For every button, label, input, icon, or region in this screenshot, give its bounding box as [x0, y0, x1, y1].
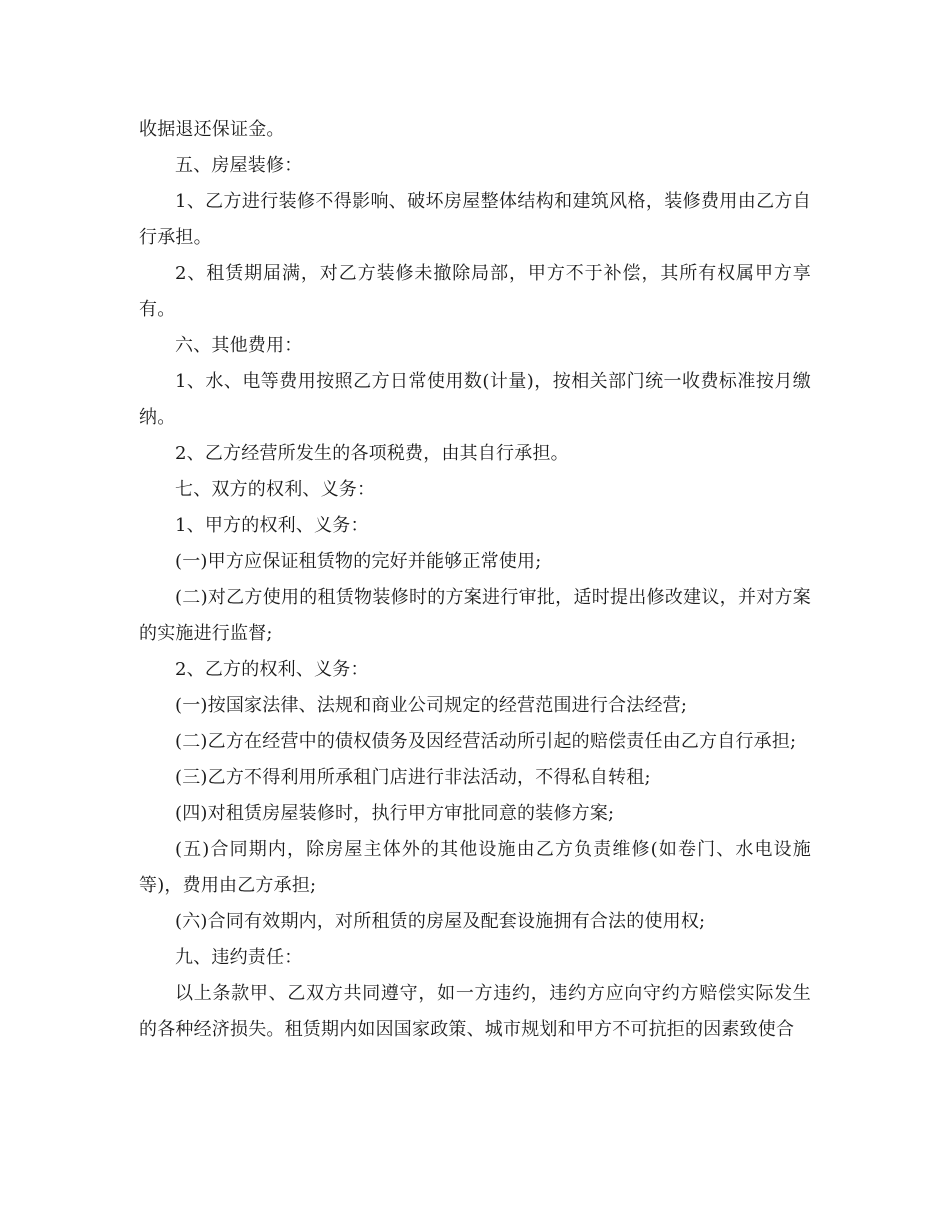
subsection-heading: 1、甲方的权利、义务：	[175, 515, 369, 536]
list-item: (二)对乙方使用的租赁物装修时的方案进行审批，适时提出修改建议，并对方案的实施进行监督;	[139, 587, 811, 644]
list-item: (一)甲方应保证租赁物的完好并能够正常使用;	[175, 551, 542, 572]
paragraph: 收据退还保证金。	[139, 119, 285, 140]
list-item: (五)合同期内，除房屋主体外的其他设施由乙方负责维修(如卷门、水电设施等)，费用由乙方承担;	[139, 839, 811, 896]
list-item: (四)对租赁房屋装修时，执行甲方审批同意的装修方案;	[175, 803, 615, 824]
paragraph: 1、乙方进行装修不得影响、破坏房屋整体结构和建筑风格，装修费用由乙方自行承担。	[139, 191, 811, 248]
list-item: (三)乙方不得利用所承租门店进行非法活动，不得私自转租;	[175, 767, 651, 788]
paragraph: 以上条款甲、乙双方共同遵守，如一方违约，违约方应向守约方赔偿实际发生的各种经济损失。租赁期内如因国家政策、城市规划和甲方不可抗拒的因素致使合	[139, 983, 811, 1040]
section-heading: 七、双方的权利、义务：	[175, 479, 376, 500]
list-item: (一)按国家法律、法规和商业公司规定的经营范围进行合法经营;	[175, 695, 688, 716]
section-heading: 六、其他费用：	[175, 335, 303, 356]
list-item: (二)乙方在经营中的债权债务及因经营活动所引起的赔偿责任由乙方自行承担;	[175, 731, 797, 752]
paragraph: 2、租赁期届满，对乙方装修未撤除局部，甲方不于补偿，其所有权属甲方享有。	[139, 263, 811, 320]
subsection-heading: 2、乙方的权利、义务：	[175, 659, 369, 680]
section-heading: 九、违约责任：	[175, 947, 303, 968]
list-item: (六)合同有效期内，对所租赁的房屋及配套设施拥有合法的使用权;	[175, 911, 706, 932]
paragraph: 2、乙方经营所发生的各项税费，由其自行承担。	[175, 443, 569, 464]
section-heading: 五、房屋装修：	[175, 155, 303, 176]
paragraph: 1、水、电等费用按照乙方日常使用数(计量)，按相关部门统一收费标准按月缴纳。	[139, 371, 811, 428]
document-body	[139, 112, 811, 1048]
